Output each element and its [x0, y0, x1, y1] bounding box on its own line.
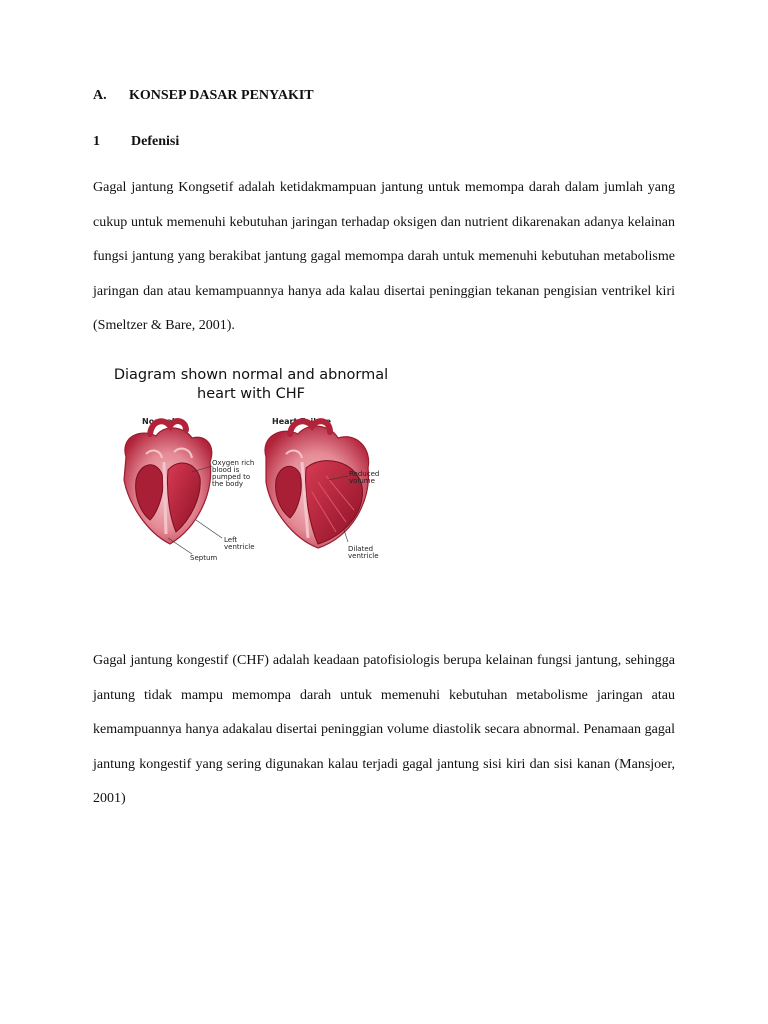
diagram-title-line-2: heart with CHF — [197, 386, 305, 402]
panel-label-normal: Normal — [142, 417, 175, 426]
definition-paragraph-2: Gagal jantung kongestif (CHF) adalah keadaan patofisiologis berupa kelainan fungsi jantung, sehingga jantung tidak mampu memompa darah untuk memenuhi kebutuhan metabolisme jaringan atau kemampuannya hanya adakalau disertai peninggian volume diastolik secara abnormal. Penamaan gagal jantung kongestif yang sering digunakan kalau terjadi gagal jantung sisi kiri dan sisi kanan (Mansjoer, 2001) — [93, 653, 675, 806]
diagram-title-line-1: Diagram shown normal and abnormal — [113, 367, 389, 383]
label-dilated-ventricle: Dilated ventricle — [348, 545, 379, 560]
chf-heart-diagram — [106, 362, 402, 572]
section-number: A. — [93, 88, 107, 103]
subsection-number: 1 — [93, 134, 100, 149]
label-left-ventricle: Left ventricle — [224, 536, 255, 551]
section-heading — [93, 88, 314, 104]
subsection-title: Defenisi — [131, 134, 180, 149]
panel-label-heart-failure: Heart Failure — [272, 417, 332, 426]
normal-heart-image — [124, 421, 212, 544]
label-reduced-volume: Reduced volume — [349, 470, 380, 485]
heart-illustrations — [106, 362, 402, 572]
section-title: KONSEP DASAR PENYAKIT — [129, 88, 314, 103]
definition-paragraph-1: Gagal jantung Kongsetif adalah ketidakmampuan jantung untuk memompa darah dalam jumlah yang cukup untuk memenuhi kebutuhan jaringan terhadap oksigen dan nutrient dikarenakan adanya kelainan fungsi jantung yang berakibat jantung gagal memompa darah untuk memenuhi kebutuhan metabolisme jaringan dan atau kemampuannya hanya ada kalau disertai peninggian tekanan pengisian ventrikel kiri (Smeltzer & Bare, 2001). — [93, 180, 675, 333]
subsection-heading — [93, 134, 179, 150]
label-septum: Septum — [190, 554, 218, 562]
label-oxygen-rich: Oxygen rich blood is pumped to the body — [212, 459, 255, 488]
